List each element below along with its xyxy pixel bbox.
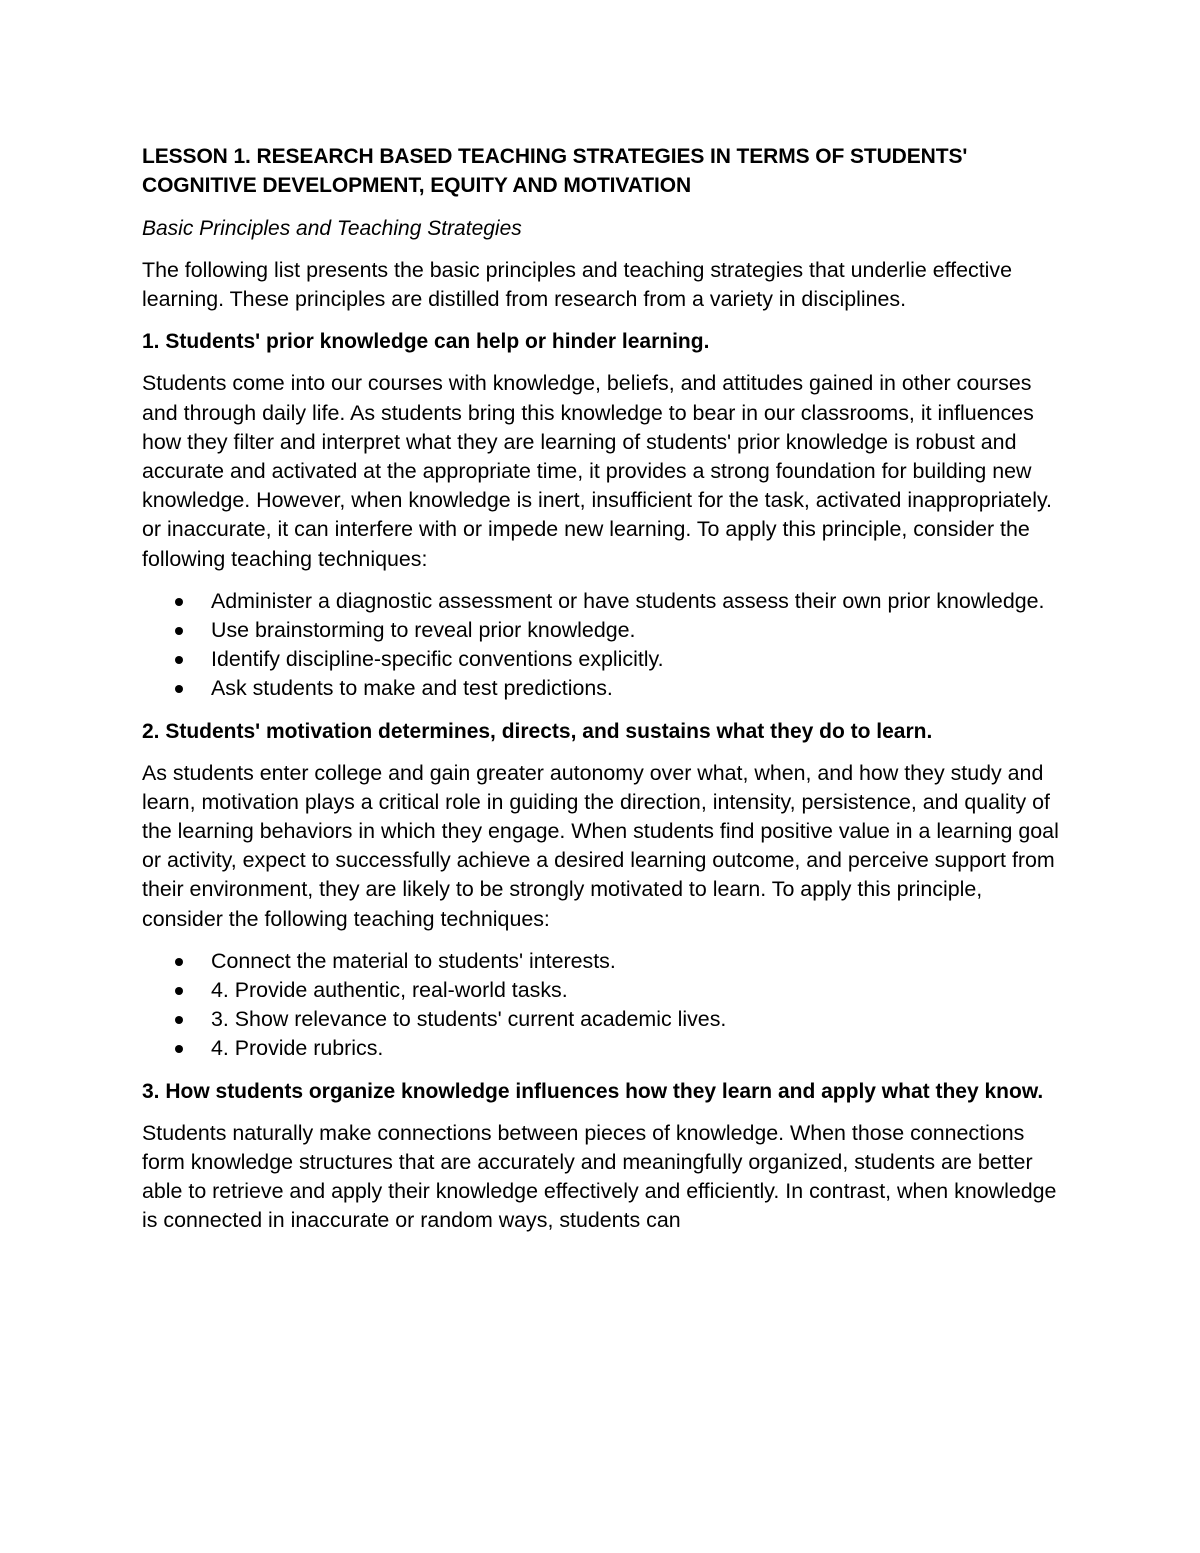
section-1-body: Students come into our courses with knowledge, beliefs, and attitudes gained in other courses and through daily life. As students bring this knowledge to bear in our classrooms, it influences how they filter and interpret what they are learning of students' prior knowledge is robust and accurate and activated at the appropriate time, it provides a strong foundation for building new knowledge. However, when knowledge is inert, insufficient for the task, activated inappropriately. or inaccurate, it can interfere with or impede new learning. To apply this principle, consider the following teaching techniques: [142, 371, 1052, 571]
list-item: 4. Provide rubrics. [142, 1034, 1062, 1063]
intro-paragraph: The following list presents the basic principles and teaching strategies that underlie effective learning. These principles are distilled from research from a variety in disciplines. [142, 258, 1012, 312]
list-item: Administer a diagnostic assessment or have students assess their own prior knowledge. [142, 587, 1062, 616]
section-1-heading: 1. Students' prior knowledge can help or hinder learning. [142, 330, 710, 354]
bullet-icon [175, 1045, 183, 1053]
section-2-bullet-list [142, 947, 1062, 1064]
list-item: 4. Provide authentic, real-world tasks. [142, 976, 1062, 1005]
bullet-icon [175, 627, 183, 635]
list-item: Ask students to make and test predictions. [142, 674, 1062, 703]
list-item: Identify discipline-specific conventions explicitly. [142, 645, 1062, 674]
section-1-bullet-list [142, 587, 1062, 704]
lesson-subtitle: Basic Principles and Teaching Strategies [142, 217, 522, 240]
bullet-icon [175, 987, 183, 995]
section-2-body: As students enter college and gain greater autonomy over what, when, and how they study and learn, motivation plays a critical role in guiding the direction, intensity, persistence, and quality of the learning behaviors in which they engage. When students find positive value in a learning goal or activity, expect to successfully achieve a desired learning outcome, and perceive support from their environment, they are likely to be strongly motivated to learn. To apply this principle, consider the following teaching techniques: [142, 760, 1059, 931]
list-item: Connect the material to students' interests. [142, 947, 1062, 976]
bullet-icon [175, 1016, 183, 1024]
bullet-icon [175, 958, 183, 966]
section-2-heading: 2. Students' motivation determines, directs, and sustains what they do to learn. [142, 719, 933, 743]
lesson-title: LESSON 1. RESEARCH BASED TEACHING STRATEGIES IN TERMS OF STUDENTS' COGNITIVE DEVELOPMENT, EQUITY AND MOTIVATION [142, 145, 968, 197]
bullet-icon [175, 685, 183, 693]
section-3-body: Students naturally make connections between pieces of knowledge. When those connections form knowledge structures that are accurately and meaningfully organized, students are better able to retrieve and apply their knowledge effectively and efficiently. In contrast, when knowledge is connected in inaccurate or random ways, students can [142, 1120, 1057, 1233]
bullet-icon [175, 656, 183, 664]
list-item: Use brainstorming to reveal prior knowledge. [142, 616, 1062, 645]
list-item: 3. Show relevance to students' current academic lives. [142, 1005, 1062, 1034]
bullet-icon [175, 598, 183, 606]
document-page [142, 142, 1062, 1248]
section-3-heading: 3. How students organize knowledge influences how they learn and apply what they know. [142, 1079, 1044, 1103]
